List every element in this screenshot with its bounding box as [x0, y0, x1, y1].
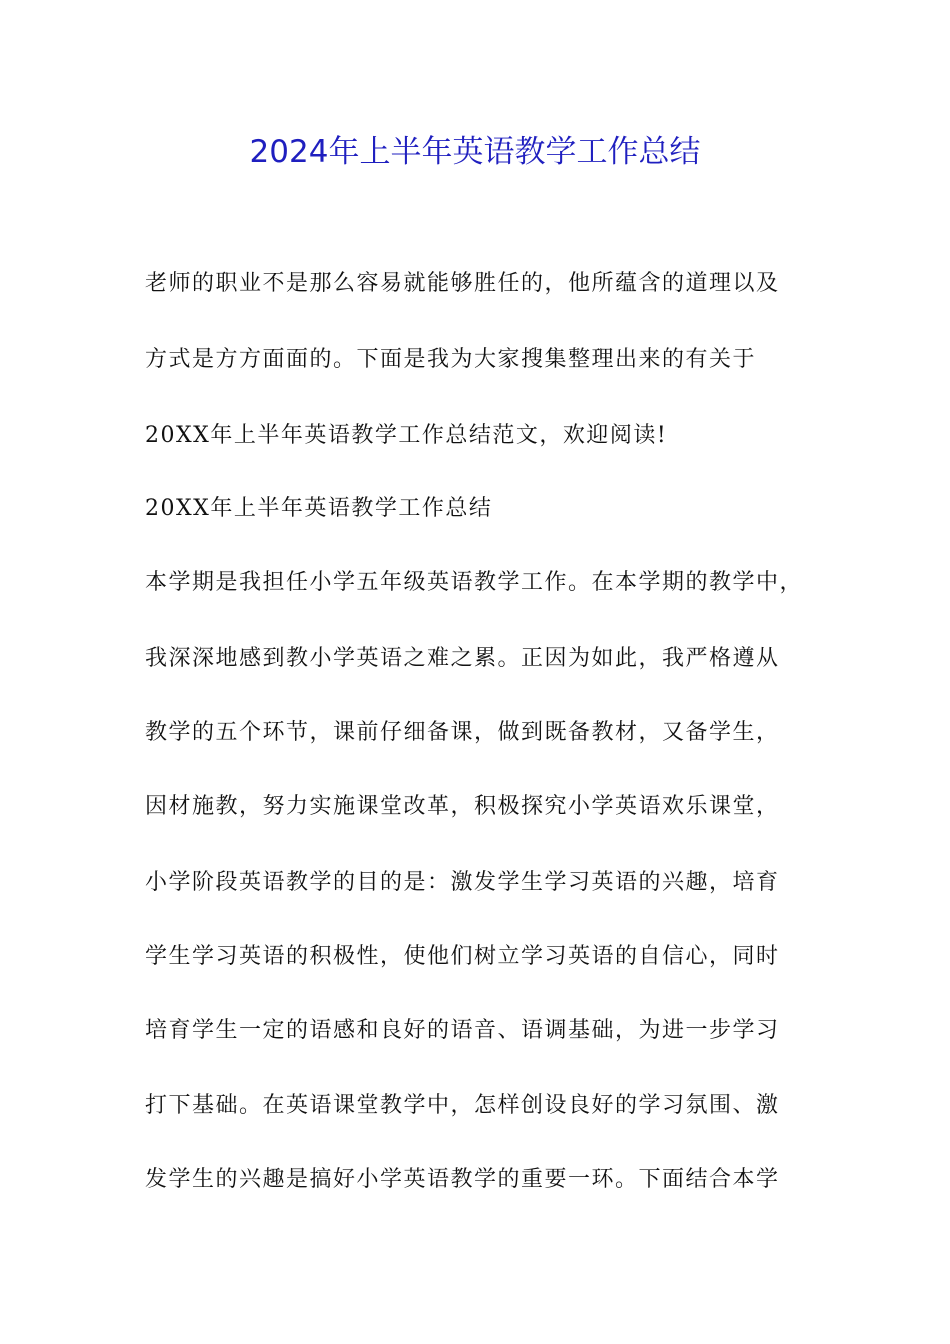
- paragraph-line: 本学期是我担任小学五年级英语教学工作。在本学期的教学中，: [145, 570, 804, 595]
- paragraph-line: 打下基础。在英语课堂教学中，怎样创设良好的学习氛围、激: [145, 1093, 780, 1118]
- paragraph-line: 学生学习英语的积极性，使他们树立学习英语的自信心，同时: [145, 944, 780, 969]
- paragraph-line: 老师的职业不是那么容易就能够胜任的，他所蕴含的道理以及: [145, 271, 780, 296]
- paragraph-line: 因材施教，努力实施课堂改革，积极探究小学英语欢乐课堂，: [145, 794, 780, 819]
- paragraph-line: 发学生的兴趣是搞好小学英语教学的重要一环。下面结合本学: [145, 1167, 780, 1192]
- paragraph-line: 方式是方方面面的。下面是我为大家搜集整理出来的有关于: [145, 347, 757, 372]
- paragraph-line: 培育学生一定的语感和良好的语音、语调基础，为进一步学习: [145, 1018, 780, 1043]
- paragraph-line: 教学的五个环节，课前仔细备课，做到既备教材，又备学生，: [145, 720, 780, 745]
- paragraph-line: 我深深地感到教小学英语之难之累。正因为如此，我严格遵从: [145, 646, 780, 671]
- section-heading: 20XX年上半年英语教学工作总结: [145, 496, 493, 521]
- document-title: 2024年上半年英语教学工作总结: [249, 134, 701, 170]
- paragraph-line: 20XX年上半年英语教学工作总结范文，欢迎阅读!: [145, 423, 668, 448]
- paragraph-line: 小学阶段英语教学的目的是：激发学生学习英语的兴趣，培育: [145, 870, 780, 895]
